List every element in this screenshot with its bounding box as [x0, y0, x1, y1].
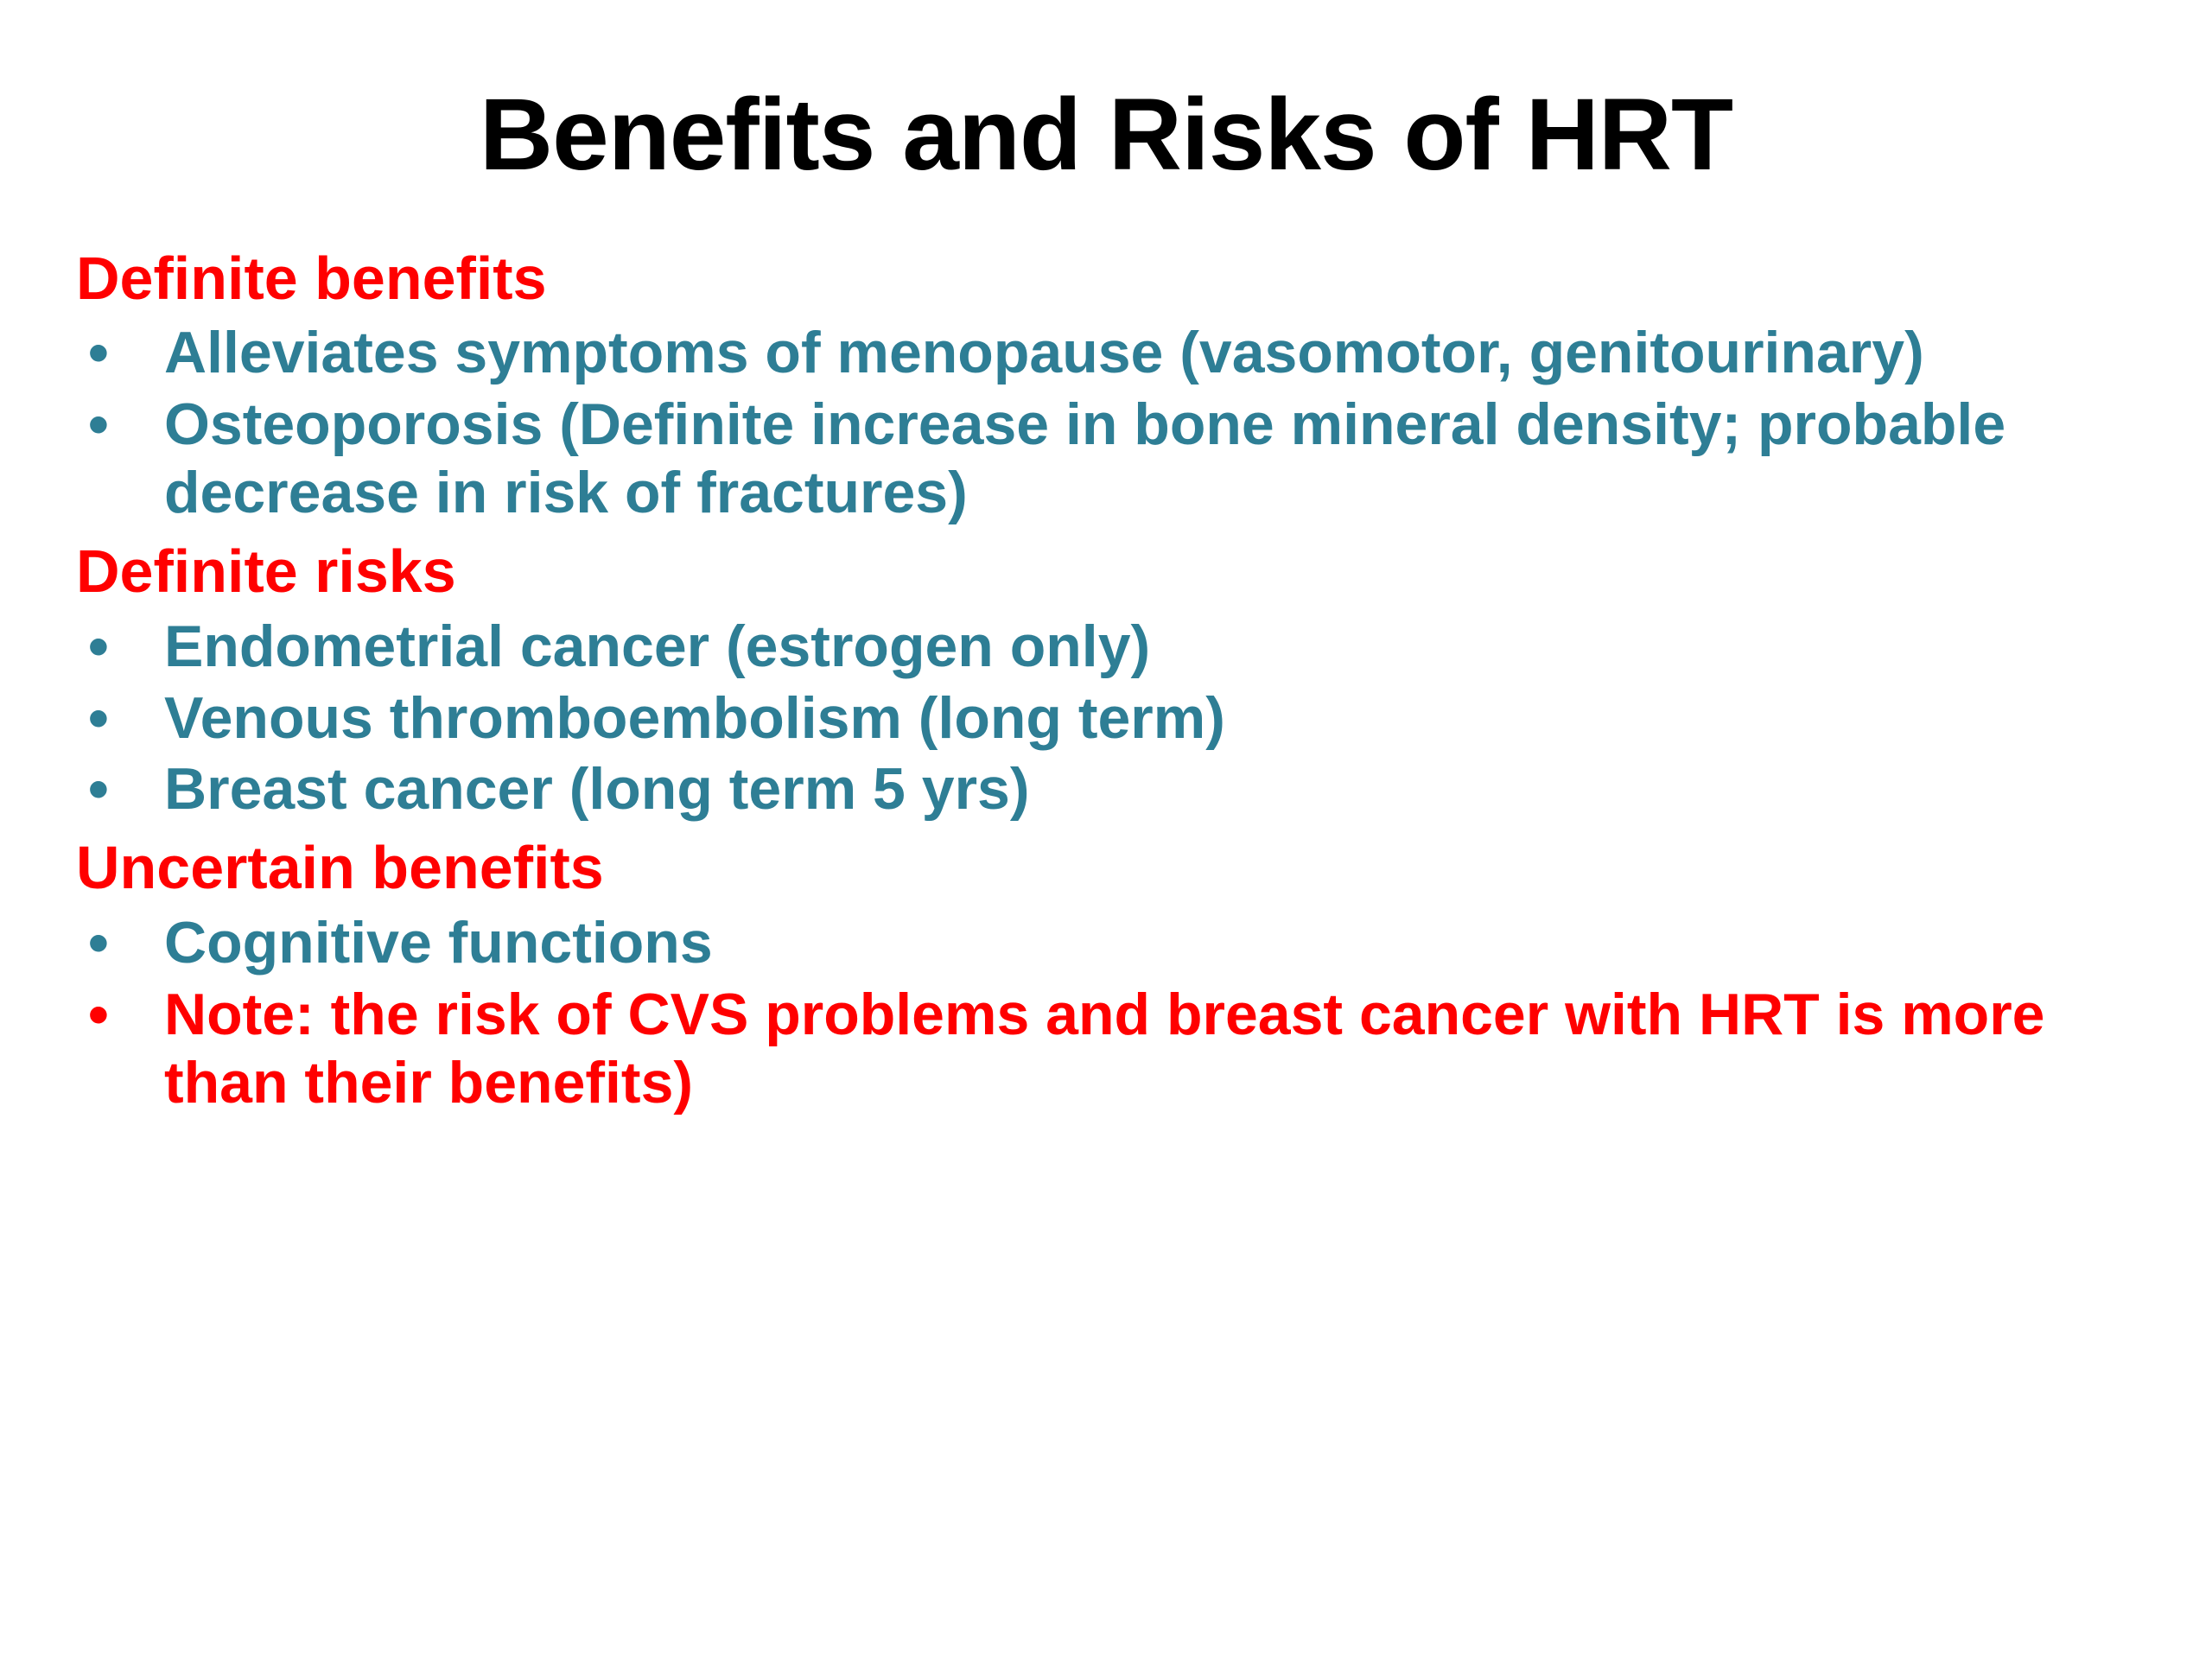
- section-definite-risks: [76, 536, 2117, 823]
- section-heading-definite-benefits: Definite benefits: [76, 244, 547, 312]
- page-title: Benefits and Risks of HRT: [479, 78, 1733, 192]
- bullet-icon: •: [88, 756, 109, 823]
- bullet-icon: •: [88, 981, 109, 1047]
- bullet-icon: •: [88, 909, 109, 976]
- list-item-note: [76, 981, 2117, 1117]
- list-item: [76, 391, 2117, 527]
- list-item: [76, 319, 2117, 387]
- bullet-icon: •: [88, 391, 109, 458]
- list-item: [76, 909, 2117, 977]
- list-item-text: Breast cancer (long term 5 yrs): [164, 756, 1030, 823]
- section-heading-definite-risks: Definite risks: [76, 537, 456, 606]
- list-item-text: Cognitive functions: [164, 909, 713, 976]
- bullet-list-definite-benefits: [76, 319, 2117, 527]
- list-item: [76, 684, 2117, 753]
- section-heading-uncertain-benefits: Uncertain benefits: [76, 834, 604, 902]
- list-item-text: Alleviates symptoms of menopause (vasomotor, genitourinary): [164, 320, 1924, 386]
- note-text: Note: the risk of CVS problems and breast cancer with HRT is more than their benefits): [164, 981, 2045, 1116]
- section-uncertain-benefits: [76, 832, 2117, 1116]
- list-item-text: Osteoporosis (Definite increase in bone mineral density; probable decrease in risk of fractures): [164, 391, 2006, 526]
- bullet-icon: •: [88, 320, 109, 386]
- bullet-icon: •: [88, 684, 109, 751]
- list-item-text: Venous thromboembolism (long term): [164, 684, 1225, 751]
- list-item: [76, 755, 2117, 823]
- list-item-text: Endometrial cancer (estrogen only): [164, 613, 1151, 679]
- slide-body: [0, 243, 2212, 1117]
- bullet-list-definite-risks: [76, 613, 2117, 824]
- bullet-list-uncertain-benefits: [76, 909, 2117, 1117]
- section-definite-benefits: [76, 243, 2117, 527]
- list-item: [76, 613, 2117, 681]
- bullet-icon: •: [88, 613, 109, 679]
